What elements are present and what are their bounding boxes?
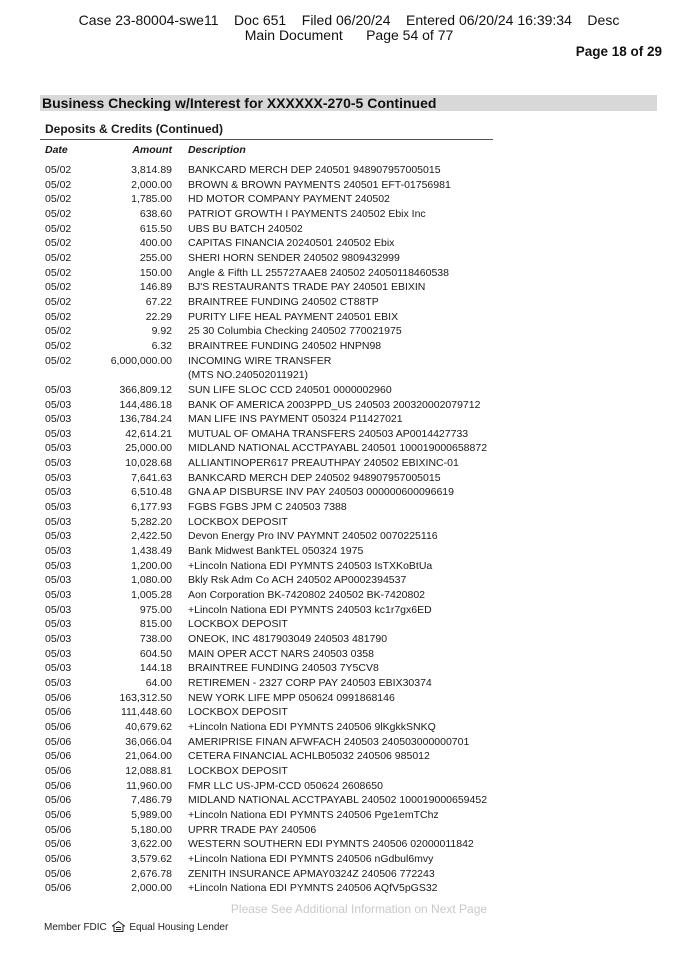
subsection-title: Deposits & Credits (Continued) <box>45 122 224 136</box>
row-description: NEW YORK LIFE MPP 050624 0991868146 <box>188 691 395 704</box>
row-date: 05/03 <box>45 515 72 528</box>
row-amount: 1,200.00 <box>131 559 172 572</box>
row-amount: 615.50 <box>139 222 172 235</box>
row-amount: 2,422.50 <box>131 530 172 543</box>
row-amount: 2,000.00 <box>131 882 172 895</box>
table-row <box>40 676 510 691</box>
row-amount: 1,785.00 <box>131 193 172 206</box>
table-row <box>40 178 510 193</box>
column-header-description: Description <box>188 144 246 156</box>
table-row <box>40 236 510 251</box>
row-description: PURITY LIFE HEAL PAYMENT 240501 EBIX <box>188 310 399 323</box>
row-description: FGBS FGBS JPM C 240503 7388 <box>188 501 347 514</box>
row-date: 05/03 <box>45 457 72 470</box>
row-description: LOCKBOX DEPOSIT <box>188 706 288 719</box>
row-date: 05/02 <box>45 251 72 264</box>
row-date: 05/03 <box>45 501 72 514</box>
row-amount: 11,960.00 <box>126 779 172 792</box>
row-date: 05/06 <box>45 794 72 807</box>
table-row <box>40 515 510 530</box>
row-date: 05/03 <box>45 427 72 440</box>
row-description: SUN LIFE SLOC CCD 240501 0000002960 <box>188 383 392 396</box>
row-description: WESTERN SOUTHERN EDI PYMNTS 240506 02000011842 <box>188 838 474 851</box>
row-date: 05/02 <box>45 222 72 235</box>
section-title: Business Checking w/Interest for XXXXXX-270-5 Continued <box>42 95 437 111</box>
row-description: LOCKBOX DEPOSIT <box>188 618 288 631</box>
row-amount: 163,312.50 <box>119 691 172 704</box>
row-date: 05/02 <box>45 339 72 352</box>
row-description: SHERI HORN SENDER 240502 9809432999 <box>188 251 400 264</box>
table-row <box>40 647 510 662</box>
row-date: 05/03 <box>45 662 72 675</box>
table-row <box>40 559 510 574</box>
member-fdic-text: Member FDIC <box>44 922 107 933</box>
row-amount: 42,614.21 <box>125 427 172 440</box>
row-amount: 6,510.48 <box>131 486 172 499</box>
page-number: Page 18 of 29 <box>575 44 662 59</box>
table-row <box>40 867 510 882</box>
row-description: BRAINTREE FUNDING 240502 CT88TP <box>188 295 379 308</box>
row-amount: 5,989.00 <box>131 808 172 821</box>
table-row <box>40 222 510 237</box>
row-description: Angle & Fifth LL 255727AAE8 240502 24050118460538 <box>188 266 449 279</box>
table-row <box>40 661 510 676</box>
table-row <box>40 735 510 750</box>
row-date: 05/06 <box>45 808 72 821</box>
row-description: CAPITAS FINANCIA 20240501 240502 Ebix <box>188 237 395 250</box>
row-amount: 1,080.00 <box>131 574 172 587</box>
row-description: INCOMING WIRE TRANSFER <box>188 354 332 367</box>
row-amount: 150.00 <box>139 266 172 279</box>
table-header <box>40 144 493 158</box>
table-row <box>40 837 510 852</box>
row-amount: 255.00 <box>139 251 172 264</box>
row-description: MAIN OPER ACCT NARS 240503 0358 <box>188 647 374 660</box>
row-date: 05/02 <box>45 164 72 176</box>
table-row <box>40 720 510 735</box>
row-date: 05/06 <box>45 779 72 792</box>
row-amount: 36,066.04 <box>125 735 172 748</box>
row-date: 05/03 <box>45 676 72 689</box>
row-amount: 366,809.12 <box>119 383 172 396</box>
row-description: Bank Midwest BankTEL 050324 1975 <box>188 545 364 558</box>
row-amount: 975.00 <box>139 603 172 616</box>
row-description: CETERA FINANCIAL ACHLB05032 240506 985012 <box>188 750 430 763</box>
row-date: 05/06 <box>45 735 72 748</box>
row-description: FMR LLC US-JPM-CCD 050624 2608650 <box>188 779 383 792</box>
row-description: +Lincoln Nationa EDI PYMNTS 240506 Pge1emTChz <box>188 808 439 821</box>
row-description: MIDLAND NATIONAL ACCTPAYABL 240501 100019000658872 <box>188 442 488 455</box>
row-description: HD MOTOR COMPANY PAYMENT 240502 <box>188 193 390 206</box>
case-header-line2: Main Document Page 54 of 77 <box>244 27 454 43</box>
row-amount: 1,438.49 <box>131 545 172 558</box>
row-date: 05/02 <box>45 178 72 191</box>
row-date: 05/02 <box>45 193 72 206</box>
row-date: 05/03 <box>45 486 72 499</box>
row-date: 05/03 <box>45 603 72 616</box>
row-date: 05/03 <box>45 633 72 645</box>
table-row <box>40 339 510 354</box>
row-date: 05/03 <box>45 383 72 396</box>
row-amount: 3,814.89 <box>131 164 172 176</box>
row-date: 05/03 <box>45 589 72 602</box>
case-header <box>0 13 698 43</box>
table-row <box>40 881 510 896</box>
row-date: 05/06 <box>45 691 72 704</box>
row-description: MUTUAL OF OMAHA TRANSFERS 240503 AP0014427733 <box>188 427 469 440</box>
subsection-divider <box>40 139 493 140</box>
table-row <box>40 280 510 295</box>
row-description: Bkly Rsk Adm Co ACH 240502 AP0002394537 <box>188 574 407 587</box>
row-date: 05/03 <box>45 530 72 543</box>
table-row <box>40 808 510 823</box>
row-description: +Lincoln Nationa EDI PYMNTS 240506 9lKgkkSNKQ <box>188 720 436 733</box>
row-amount: 604.50 <box>139 647 172 660</box>
row-description: UBS BU BATCH 240502 <box>188 222 303 235</box>
row-amount: 3,622.00 <box>131 838 172 851</box>
row-amount: 111,448.60 <box>121 706 172 719</box>
row-date: 05/02 <box>45 295 72 308</box>
row-amount: 40,679.62 <box>125 720 172 733</box>
table-row <box>40 852 510 867</box>
row-description: +Lincoln Nationa EDI PYMNTS 240503 IsTXKoBtUa <box>188 559 433 572</box>
table-row <box>40 295 510 310</box>
row-description: LOCKBOX DEPOSIT <box>188 515 288 528</box>
row-amount: 6,177.93 <box>131 501 172 514</box>
row-description: ZENITH INSURANCE APMAY0324Z 240506 772243 <box>188 867 435 880</box>
row-description: +Lincoln Nationa EDI PYMNTS 240506 nGdbul6mvy <box>188 852 434 865</box>
row-date: 05/02 <box>45 237 72 250</box>
table-row <box>40 544 510 559</box>
row-amount: 2,676.78 <box>131 867 172 880</box>
table-row <box>40 471 510 486</box>
table-row <box>40 207 510 222</box>
table-row <box>40 251 510 266</box>
table-row <box>40 705 510 720</box>
row-date: 05/06 <box>45 720 72 733</box>
row-amount: 6.32 <box>151 339 172 352</box>
table-row <box>40 823 510 838</box>
row-amount: 400.00 <box>139 237 172 250</box>
row-description: 25 30 Columbia Checking 240502 770021975 <box>188 325 402 338</box>
next-page-note: Please See Additional Information on Next Page <box>230 902 488 916</box>
row-description: ONEOK, INC 4817903049 240503 481790 <box>188 633 388 645</box>
row-description: (MTS NO.240502011921) <box>188 369 309 382</box>
row-date: 05/02 <box>45 310 72 323</box>
table-row <box>40 764 510 779</box>
row-description: AMERIPRISE FINAN AFWFACH 240503 240503000000701 <box>188 735 470 748</box>
row-amount: 25,000.00 <box>125 442 172 455</box>
row-description: MAN LIFE INS PAYMENT 050324 P11427021 <box>188 413 403 426</box>
table-row <box>40 456 510 471</box>
row-amount: 3,579.62 <box>131 852 172 865</box>
table-row <box>40 383 510 398</box>
row-amount: 9.92 <box>151 325 172 338</box>
row-date: 05/06 <box>45 882 72 895</box>
row-amount: 5,180.00 <box>131 823 172 836</box>
table-row <box>40 398 510 413</box>
fdic-footer <box>44 921 228 935</box>
row-date: 05/03 <box>45 559 72 572</box>
row-description: Devon Energy Pro INV PAYMNT 240502 0070225116 <box>188 530 438 543</box>
row-amount: 5,282.20 <box>131 515 172 528</box>
row-amount: 638.60 <box>139 207 172 220</box>
row-date: 05/03 <box>45 618 72 631</box>
row-description: +Lincoln Nationa EDI PYMNTS 240503 kc1r7gx6ED <box>188 603 432 616</box>
table-row <box>40 310 510 325</box>
row-description: BANK OF AMERICA 2003PPD_US 240503 200320002079712 <box>188 398 481 411</box>
table-row <box>40 266 510 281</box>
row-amount: 67.22 <box>145 295 172 308</box>
row-description: BRAINTREE FUNDING 240502 HNPN98 <box>188 339 382 352</box>
row-amount: 6,000,000.00 <box>110 354 172 367</box>
equal-housing-text: Equal Housing Lender <box>129 922 229 933</box>
row-date: 05/03 <box>45 471 72 484</box>
row-description: BJ'S RESTAURANTS TRADE PAY 240501 EBIXIN <box>188 281 426 294</box>
row-description: ALLIANTINOPER617 PREAUTHPAY 240502 EBIXINC-01 <box>188 457 459 470</box>
row-date: 05/06 <box>45 823 72 836</box>
table-row <box>40 412 510 427</box>
row-description: BANKCARD MERCH DEP 240502 948907957005015 <box>188 471 441 484</box>
row-amount: 2,000.00 <box>131 178 172 191</box>
table-row <box>40 779 510 794</box>
row-amount: 22.29 <box>145 310 172 323</box>
table-row <box>40 691 510 706</box>
row-date: 05/06 <box>45 764 72 777</box>
table-row <box>40 163 510 178</box>
row-date: 05/06 <box>45 867 72 880</box>
row-amount: 7,486.79 <box>131 794 172 807</box>
row-date: 05/03 <box>45 442 72 455</box>
table-row <box>40 485 510 500</box>
row-description: PATRIOT GROWTH I PAYMENTS 240502 Ebix Inc <box>188 207 426 220</box>
column-header-date: Date <box>45 144 68 156</box>
row-amount: 136,784.24 <box>119 413 172 426</box>
row-amount: 1,005.28 <box>131 589 172 602</box>
row-description: BROWN & BROWN PAYMENTS 240501 EFT-01756981 <box>188 178 451 191</box>
equal-housing-icon <box>112 921 125 935</box>
row-description: GNA AP DISBURSE INV PAY 240503 000000600096619 <box>188 486 454 499</box>
row-date: 05/03 <box>45 545 72 558</box>
table-row <box>40 500 510 515</box>
row-amount: 144.18 <box>139 662 172 675</box>
row-amount: 144,486.18 <box>119 398 172 411</box>
row-description: UPRR TRADE PAY 240506 <box>188 823 317 836</box>
row-description: RETIREMEN - 2327 CORP PAY 240503 EBIX30374 <box>188 676 432 689</box>
row-description: BANKCARD MERCH DEP 240501 948907957005015 <box>188 164 441 176</box>
row-date: 05/03 <box>45 647 72 660</box>
row-amount: 146.89 <box>139 281 172 294</box>
table-row <box>40 427 510 442</box>
row-date: 05/02 <box>45 281 72 294</box>
table-row <box>40 617 510 632</box>
table-row <box>40 368 510 383</box>
row-description: Aon Corporation BK-7420802 240502 BK-7420802 <box>188 589 426 602</box>
row-description: BRAINTREE FUNDING 240503 7Y5CV8 <box>188 662 379 675</box>
row-date: 05/02 <box>45 325 72 338</box>
row-date: 05/02 <box>45 266 72 279</box>
row-amount: 10,028.68 <box>125 457 172 470</box>
row-description: +Lincoln Nationa EDI PYMNTS 240506 AQfV5pGS32 <box>188 882 438 895</box>
row-date: 05/06 <box>45 706 72 719</box>
row-amount: 64.00 <box>145 676 172 689</box>
row-date: 05/06 <box>45 750 72 763</box>
row-amount: 7,641.63 <box>131 471 172 484</box>
table-row <box>40 603 510 618</box>
row-date: 05/02 <box>45 354 72 367</box>
table-row <box>40 588 510 603</box>
row-description: MIDLAND NATIONAL ACCTPAYABL 240502 100019000659452 <box>188 794 488 807</box>
row-date: 05/03 <box>45 398 72 411</box>
table-row <box>40 441 510 456</box>
section-header-bar <box>40 95 657 111</box>
row-date: 05/03 <box>45 574 72 587</box>
column-header-amount: Amount <box>132 144 172 156</box>
row-date: 05/06 <box>45 852 72 865</box>
row-amount: 815.00 <box>139 618 172 631</box>
row-amount: 738.00 <box>139 633 172 645</box>
row-amount: 21,064.00 <box>125 750 172 763</box>
table-row <box>40 632 510 647</box>
row-date: 05/03 <box>45 413 72 426</box>
table-row <box>40 529 510 544</box>
transactions-table <box>40 163 510 896</box>
row-amount: 12,088.81 <box>125 764 172 777</box>
table-row <box>40 573 510 588</box>
row-date: 05/06 <box>45 838 72 851</box>
table-row <box>40 793 510 808</box>
table-row <box>40 354 510 369</box>
row-date: 05/02 <box>45 207 72 220</box>
table-row <box>40 324 510 339</box>
case-header-line1: Case 23-80004-swe11 Doc 651 Filed 06/20/24 Entered 06/20/24 16:39:34 Desc <box>78 12 620 28</box>
table-row <box>40 749 510 764</box>
row-description: LOCKBOX DEPOSIT <box>188 764 288 777</box>
table-row <box>40 192 510 207</box>
